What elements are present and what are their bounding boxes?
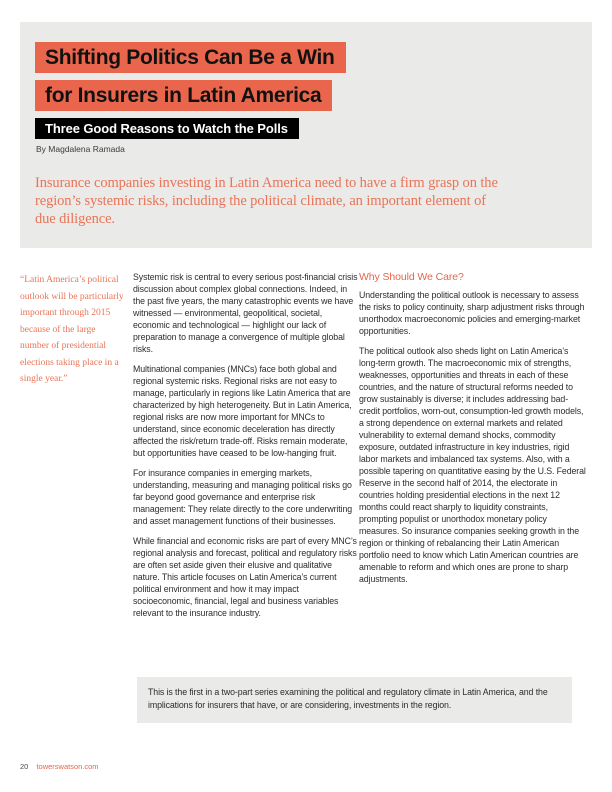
series-note-box — [137, 677, 572, 723]
byline: By Magdalena Ramada — [36, 144, 125, 154]
article-subtitle: Three Good Reasons to Watch the Polls — [35, 118, 299, 139]
body-paragraph: Understanding the political outlook is necessary to assess the risks to policy continuity, sharp adjustment risks through unorthodox macroeconomic policies and emerging-market opportunities. — [359, 290, 585, 336]
body-paragraph: Multinational companies (MNCs) face both global and regional systemic risks. Regional risks are not easy to manage, particularly in regions like Latin America that are characterized by high heterogeneity. But in Latin America, regional risks are now more important for MNCs to understand, since economic deceleration has directly affected the risk/return trade-off. Risks remain moderate, but opportunities have ceased to be low-hanging fruit. — [133, 364, 352, 458]
title-line-2: for Insurers in Latin America — [35, 80, 332, 111]
body-paragraph: While financial and economic risks are part of every MNC’s regional analysis and forecast, political and regulatory risks are often set aside given their elusive and qualitative nature. This article focuses on Latin America’s current political environment and how it may impact socioeconomic, financial, legal and business variables relevant to the insurance industry. — [133, 536, 357, 618]
article-title — [35, 42, 346, 154]
series-note-text: This is the first in a two-part series examining the political and regulatory climate in Latin America, and the implications for insurers that have, or are considering, investments in the region. — [148, 687, 548, 710]
title-line-1: Shifting Politics Can Be a Win — [35, 42, 346, 73]
body-paragraph: For insurance companies in emerging markets, understanding, measuring and managing political risks go far beyond good governance and enterprise risk management: They relate directly to the core underwriting and asset management functions of their businesses. — [133, 468, 353, 526]
pull-quote: “Latin America’s political outlook will be particularly important through 2015 because of the large number of presidential elections taking place in a single year.” — [20, 275, 124, 384]
body-paragraph: Systemic risk is central to every serious post-financial crisis discussion about complex global connections. Indeed, in the past five years, the many catastrophic events we have witnessed — environmental, geopolitical, societal, economic and technological — highlight our lack of preparation to manage a convergence of multiple global risks. — [133, 272, 358, 354]
page-footer — [20, 762, 99, 771]
intro-paragraph: Insurance companies investing in Latin America need to have a firm grasp on the region’s systemic risks, including the political climate, an important element of due diligence. — [35, 175, 498, 227]
section-heading: Why Should We Care? — [359, 271, 464, 283]
title-row-2 — [35, 80, 346, 111]
site-url: towerswatson.com — [36, 762, 99, 771]
subtitle-row — [35, 118, 346, 139]
title-row-1 — [35, 42, 346, 73]
body-column-1 — [133, 271, 360, 627]
body-paragraph: The political outlook also sheds light on Latin America’s long-term growth. The macroeconomic mix of strengths, weaknesses, opportunities and threats in each of these countries, and the nature of structural reforms needed to grow sustainably is diverse; it includes addressing bad-credit portfolios, worn-out, consumption-led growth models, a strong dependence on external markets and related vulnerability to external demand shocks, commodity exposure, outdated infrastructure in key industries, rigid labor markets and imbalanced tax systems. Also, with a possible tapering on quantitative easing by the U.S. Federal Reserve in the second half of 2014, the electorate in countries holding presidential elections in the next 12 months could react sharply to liquidity constraints, prompting populist or unorthodox monetary policy measures. So insurance companies seeking growth in the region or thinking of rebalancing their Latin American portfolio need to know which Latin American countries are amenable to reform and which ones are prone to sharp adjustments. — [359, 346, 586, 584]
page-number: 20 — [20, 762, 29, 771]
body-column-2 — [359, 271, 586, 593]
header-panel — [20, 22, 592, 248]
